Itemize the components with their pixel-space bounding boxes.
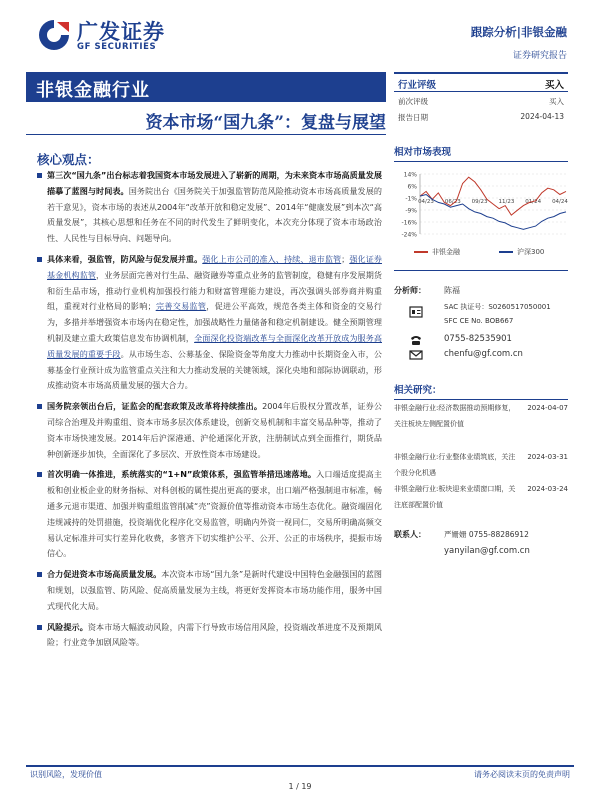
prev-rating-value: 买入 (549, 97, 564, 106)
paragraph-2-tail: 。从市场生态、公募基金、保险资金等角度大力推动中长期资金入市，公募基金行业预计成为监管重点关注和大力推动发展的关键领域，深化央地和部际协调联动，形成推动资本市场高质量发展的强大合力。 (47, 348, 382, 391)
contact-label: 联系人： (394, 530, 426, 539)
paragraph-2-underline-1: 强化上市公司的准入、持续、退市监管 (202, 253, 342, 264)
risk-text: 资本市场大幅波动风险，内需下行导致市场信用风险，投资端改革进度不及预期风险；行业竞争加剧风险等。 (47, 621, 382, 648)
footer-divider (26, 765, 574, 767)
industry-banner (26, 72, 386, 102)
rating-box (394, 72, 568, 92)
analyst-phone[interactable]: 0755-82535901 (444, 334, 512, 344)
x-tick-label: 04/23 (418, 199, 434, 206)
analyst-email[interactable]: chenfu@gf.com.cn (444, 349, 523, 359)
bullet-square-icon (37, 472, 42, 477)
industry-title: 非银金融行业 (36, 80, 150, 101)
y-tick-label: -24% (401, 231, 417, 239)
paragraph-2-underline-4: 全面深化投资端改革与全面深化改革开放成为服务高质量发展的重要手段 (47, 332, 382, 359)
bullet-square-icon (37, 404, 42, 409)
legend-swatch-2 (499, 251, 513, 253)
x-tick-label: 11/23 (498, 199, 515, 206)
analyst-sac: SAC 执证号：S0260517050001 (444, 303, 551, 311)
analyst-sfc: SFC CE No. BOB667 (444, 317, 514, 325)
paragraph-2-sep: ； (341, 253, 350, 264)
x-tick-label: 09/23 (471, 199, 488, 206)
footer-disclaimer: 请务必阅读末页的免责声明 (474, 770, 570, 779)
report-subtitle: 资本市场“国九条”：复盘与展望 (145, 113, 386, 133)
risk-lead: 风险提示。 (47, 621, 88, 632)
legend-item-1 (414, 247, 460, 257)
report-date-value: 2024-04-13 (520, 112, 564, 121)
bullet-square-icon (37, 173, 42, 178)
legend-label-1: 非银金融 (432, 248, 460, 256)
paragraph-4-lead: 首次明确一体推进，系统落实的“1+N”政策体系，强监管举措迅速落地。 (47, 469, 317, 480)
rating-label: 行业评级 (398, 80, 437, 91)
related-item-2-date: 2024-03-31 (527, 453, 568, 461)
rating-value: 买入 (544, 80, 564, 91)
series-line-2 (420, 195, 566, 230)
y-tick-label: -1% (405, 195, 417, 203)
paragraph-5-text: 本次资本市场“国九条”是新时代建设中国特色金融强国的蓝图和规划，以强监管、防风险、促高质量发展为主线，将更好发挥资本市场功能作用，服务中国式现代化大局。 (47, 569, 382, 611)
related-item-2[interactable] (394, 449, 568, 481)
paragraph-risk (37, 620, 382, 652)
x-tick-label: 06/23 (444, 199, 461, 206)
paragraph-4-text: 入口端适度提高主板和创业板企业的财务指标、对科创板的属性提出更高的要求，出口端严格强制退市标准，畅通多元退市渠道、加强并购重组监管削减“壳”资源价值等推动资本市场生态优化。融资端固化违规减持的处罚措施，投资端优化程序化交易监管，明确内外资一视同仁，交易所明确高频交易认定标准并可实行差异化收费，多管齐下切实维护公平、公开、公正的市场秩序，提振市场信心。 (47, 469, 382, 559)
series-line-1 (420, 177, 566, 215)
contact-name-phone: 严姗姗 0755-88286912 (444, 530, 529, 539)
id-card-icon (409, 305, 423, 319)
bullet-square-icon (37, 625, 42, 630)
logo-en-text: GF SECURITIES (77, 42, 157, 52)
chart-section-title: 相对市场表现 (394, 144, 568, 162)
y-tick-label: 14% (403, 171, 417, 179)
report-type: 证券研究报告 (512, 51, 567, 61)
paragraph-3-lead: 国务院亲领出台后，证监会的配套政策及改革将持续推出。 (47, 401, 263, 412)
related-item-1[interactable] (394, 400, 568, 432)
prev-rating-label: 前次评级 (398, 97, 428, 106)
paragraph-3 (37, 399, 382, 462)
gf-logo (37, 16, 177, 56)
paragraph-2-underline-2: 强化证券基金机构监管 (47, 253, 382, 280)
related-item-3-date: 2024-03-24 (527, 485, 568, 493)
related-research-title: 相关研究： (394, 382, 568, 400)
report-date-row (394, 110, 568, 125)
paragraph-5-lead: 合力促进资本市场高质量发展。 (47, 569, 162, 580)
bullet-square-icon (37, 257, 42, 262)
title-divider (26, 134, 386, 135)
y-tick-label: 6% (407, 183, 417, 191)
analyst-label: 分析师： (394, 286, 426, 295)
related-item-1-title: 非银金融行业:经济数据推动预期修复，关注板块左侧配置价值 (394, 404, 516, 428)
report-date-label: 报告日期 (398, 113, 428, 122)
paragraph-2-mid: ，业务层面完善对行生品、融资融券等重点业务的监管制度，稳健有序发展期货和衍生品市场，推动行业机构加强投行能力和财富管理能力建设，再次强调头部券商并购重组，重视对行业格局的影响； (47, 269, 382, 312)
paragraph-3-text: 2004年后股权分置改革，证券公司综合治理及并购重组、资本市场多层次体系建设，创新交易机制和丰富交易品种等，推动了资本市场快速发展。2014年后沪深港通、沪伦通深化开放，注册制试点到全面推行，期货品种创新逐步加快，全面深化了多层次、开放性资本市场建设。 (47, 401, 382, 459)
paragraph-5 (37, 567, 382, 614)
paragraph-4 (37, 467, 382, 562)
paragraph-2 (37, 252, 382, 394)
chart-legend (394, 246, 568, 258)
paragraph-2-lead: 具体来看，强监管，防风险与促发展并重。 (47, 253, 203, 264)
phone-icon (409, 333, 423, 347)
x-tick-label: 01/24 (525, 199, 542, 206)
related-item-3-title: 非银金融行业:板块迎来业绩窗口期，关注底部配置价值 (394, 485, 516, 509)
paragraph-1 (37, 168, 382, 247)
related-item-2-title: 非银金融行业:行业整体业绩筑底，关注个股分化机遇 (394, 453, 516, 477)
logo-icon (37, 18, 71, 52)
page-number: 1 / 19 (288, 782, 312, 791)
related-item-1-date: 2024-04-07 (527, 404, 568, 412)
analyst-name: 陈福 (444, 286, 460, 295)
bullet-square-icon (37, 572, 42, 577)
legend-label-2: 沪深300 (517, 248, 545, 256)
y-tick-label: -16% (401, 219, 417, 227)
contact-email[interactable]: yanyilan@gf.com.cn (444, 546, 530, 556)
sidebar-divider (394, 270, 568, 271)
prev-rating-row (394, 94, 568, 109)
x-tick-label: 04/24 (552, 199, 568, 206)
core-views-heading: 核心观点： (37, 152, 100, 167)
paragraph-2-underline-3: 完善交易监管 (155, 301, 207, 312)
paragraph-2-mid2: ，促进公平高效，规范各类主体和资金的交易行为，多措并举增强资本市场内在稳定性，加强战略性力量储备和稳定机制建设。健全预期管理机制及建立重大政策信息发布协调机制， (47, 301, 382, 343)
legend-item-2 (499, 247, 544, 257)
related-item-3[interactable] (394, 481, 568, 513)
legend-swatch-1 (414, 251, 428, 253)
mail-icon (409, 348, 423, 362)
relative-performance-chart (394, 168, 570, 246)
main-body (37, 168, 382, 656)
paragraph-1-lead: 第三次“国九条”出台标志着我国资本市场发展进入了崭新的周期，为未来资本市场高质量发展描摹了蓝图与时间表。 (47, 170, 382, 196)
footer-slogan: 识别风险，发现价值 (30, 770, 102, 779)
y-tick-label: -9% (405, 207, 417, 215)
report-category: 跟踪分析|非银金融 (470, 25, 567, 39)
paragraph-1-text: 国务院出台《国务院关于加强监管防范风险推动资本市场高质量发展的若干意见》，资本市场的表述从2004年“改革开放和稳定发展”、2014年“健康发展”到本次“高质量发展”，其核心思想和任务在不同的时代发生了鲜明变化，本次充分体现了资本市场政治性、人民性与目标导向、问题导向。 (47, 185, 382, 244)
logo-cn-text: 广发证券 (77, 20, 165, 44)
